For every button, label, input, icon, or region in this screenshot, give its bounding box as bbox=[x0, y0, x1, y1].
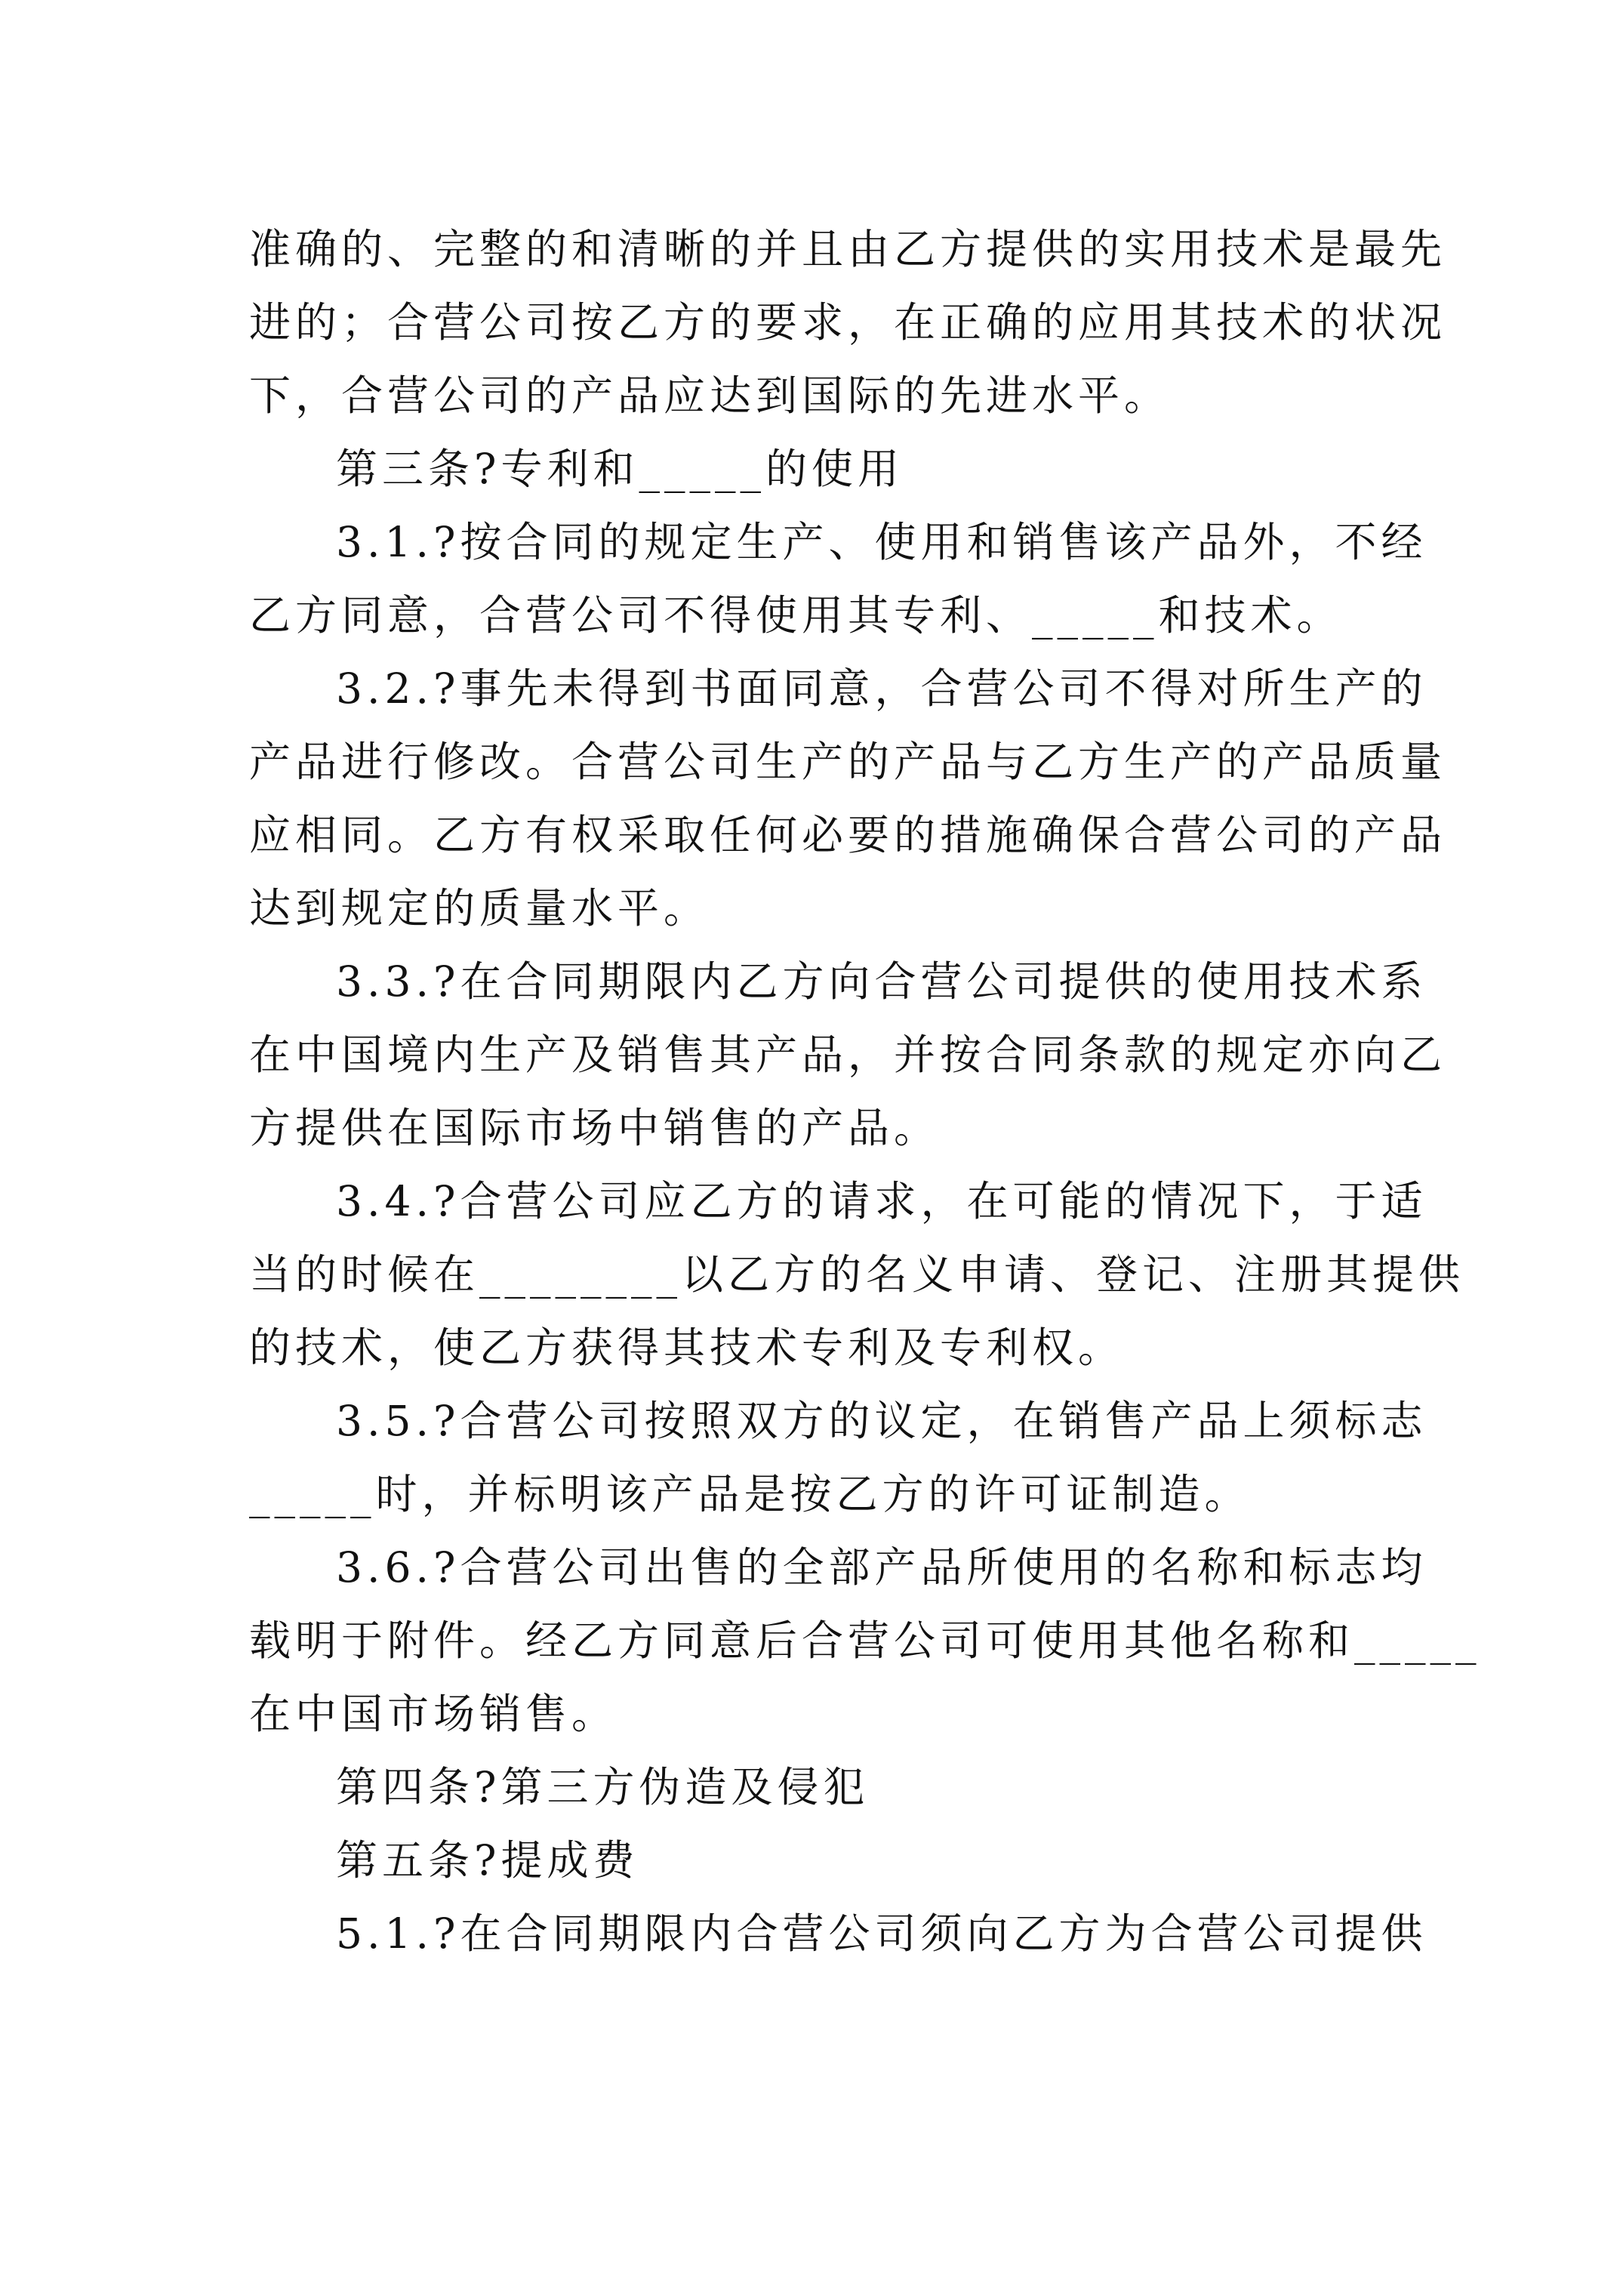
text-line: 产品进行修改。合营公司生产的产品与乙方生产的产品质量 bbox=[249, 738, 1447, 786]
text-line: 方提供在国际市场中销售的产品。 bbox=[249, 1104, 941, 1152]
heading-line: 第五条?提成费 bbox=[336, 1836, 639, 1885]
article-3-heading bbox=[249, 433, 1381, 506]
text-line: 3.6.?合营公司出售的全部产品所使用的名称和标志均 bbox=[336, 1543, 1427, 1592]
text-line: 3.5.?合营公司按照双方的议定，在销售产品上须标志 bbox=[336, 1397, 1427, 1445]
clause-3-4 bbox=[249, 1165, 1465, 1385]
article-5-heading bbox=[249, 1824, 1381, 1897]
text-line: _____时，并标明该产品是按乙方的许可证制造。 bbox=[249, 1470, 1251, 1518]
text-line: 乙方同意，合营公司不得使用其专利、_____和技术。 bbox=[249, 591, 1343, 639]
text-line: 3.2.?事先未得到书面同意，合营公司不得对所生产的 bbox=[336, 664, 1427, 713]
text-line: 应相同。乙方有权采取任何必要的措施确保合营公司的产品 bbox=[249, 811, 1447, 859]
text-line: 5.1.?在合同期限内合营公司须向乙方为合营公司提供 bbox=[336, 1909, 1427, 1958]
text-line: 在中国市场销售。 bbox=[249, 1690, 618, 1738]
text-line: 3.3.?在合同期限内乙方向合营公司提供的使用技术系 bbox=[336, 957, 1427, 1006]
text-line: 的技术，使乙方获得其技术专利及专利权。 bbox=[249, 1324, 1125, 1372]
clause-3-2 bbox=[249, 652, 1447, 945]
heading-line: 第三条?专利和_____的使用 bbox=[336, 445, 904, 493]
heading-line: 第四条?第三方伪造及侵犯 bbox=[336, 1763, 870, 1811]
paragraph-continuation bbox=[249, 213, 1447, 433]
text-line: 3.1.?按合同的规定生产、使用和销售该产品外，不经 bbox=[336, 518, 1427, 566]
text-line: 进的；合营公司按乙方的要求，在正确的应用其技术的状况 bbox=[249, 298, 1447, 347]
text-line: 准确的、完整的和清晰的并且由乙方提供的实用技术是最先 bbox=[249, 225, 1447, 273]
text-line: 在中国境内生产及销售其产品，并按合同条款的规定亦向乙 bbox=[249, 1031, 1447, 1079]
text-line: 3.4.?合营公司应乙方的请求，在可能的情况下，于适 bbox=[336, 1177, 1427, 1225]
text-line: 当的时候在________以乙方的名义申请、登记、注册其提供 bbox=[249, 1250, 1465, 1299]
clause-3-3 bbox=[249, 945, 1447, 1165]
clause-3-1 bbox=[249, 506, 1427, 652]
document-body bbox=[249, 213, 1481, 1971]
text-line: 载明于附件。经乙方同意后合营公司可使用其他名称和_____ bbox=[249, 1616, 1481, 1665]
text-line: 达到规定的质量水平。 bbox=[249, 884, 710, 932]
clause-3-5 bbox=[249, 1385, 1427, 1531]
clause-3-6 bbox=[249, 1531, 1481, 1751]
article-4-heading bbox=[249, 1751, 1381, 1824]
clause-5-1 bbox=[249, 1897, 1427, 1971]
text-line: 下，合营公司的产品应达到国际的先进水平。 bbox=[249, 371, 1171, 420]
